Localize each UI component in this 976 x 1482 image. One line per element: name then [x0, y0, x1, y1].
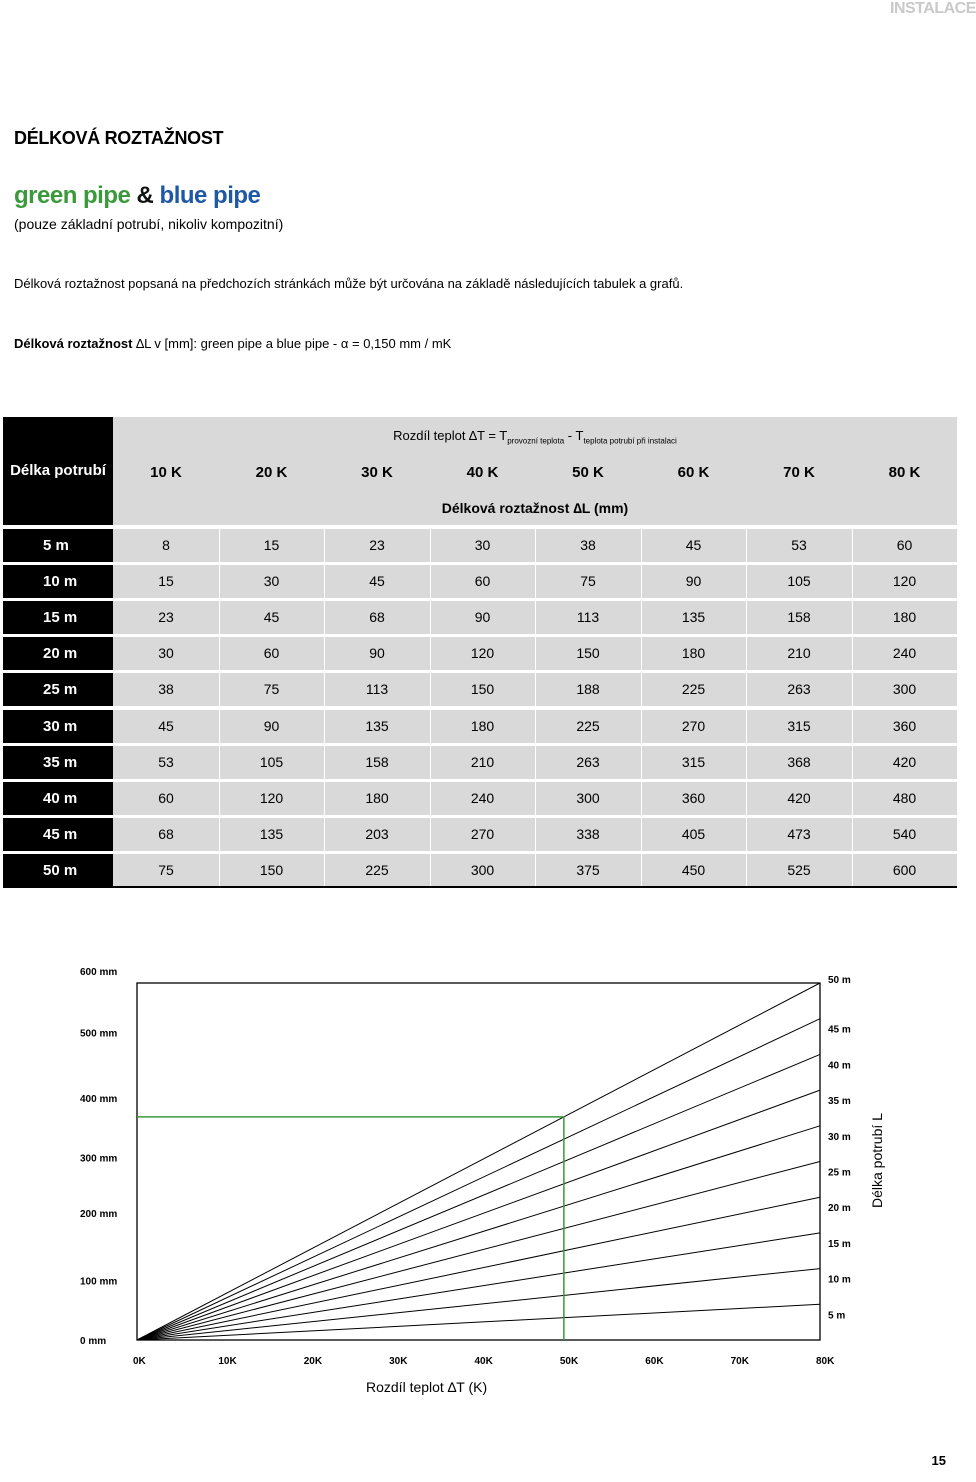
table-cell: 240 [470, 789, 495, 806]
table-cell: 180 [892, 609, 917, 626]
x-tick-label: 30K [389, 1356, 408, 1367]
table-cell: 420 [787, 789, 811, 806]
series-line [137, 1019, 820, 1340]
table-cell: 90 [685, 573, 702, 590]
row-label: 45 m [3, 818, 113, 851]
row-label: 35 m [3, 746, 113, 779]
series-label: 30 m [828, 1131, 851, 1143]
y-tick-label: 400 mm [80, 1094, 118, 1105]
table-cell: 315 [787, 717, 811, 734]
brand-green: green pipe [14, 182, 131, 209]
table-cell: 360 [681, 789, 706, 806]
series-label: 20 m [828, 1203, 851, 1215]
formula-bold: Délková roztažnost [14, 336, 137, 351]
column-separator [641, 529, 642, 886]
table-cell: 30 [474, 537, 491, 553]
x-tick-label: 20K [303, 1356, 323, 1367]
table-cell: 23 [158, 609, 174, 626]
table-cell: 600 [892, 861, 917, 878]
table-cell: 210 [787, 645, 811, 662]
table-cell: 135 [259, 825, 284, 842]
table-cell: 120 [892, 573, 917, 590]
column-separator [430, 529, 431, 886]
brand-blue: blue pipe [159, 182, 261, 209]
table-cell: 120 [470, 645, 495, 662]
series-line [137, 1054, 820, 1340]
row-label: 20 m [3, 637, 113, 670]
series-label: 50 m [828, 975, 851, 986]
table-cell: 473 [787, 825, 811, 842]
table-cell: 45 [263, 609, 280, 626]
row-label: 5 m [3, 529, 113, 562]
series-label: 25 m [828, 1167, 851, 1179]
page-number: 15 [931, 1453, 946, 1468]
table-cell: 225 [365, 861, 389, 878]
series-label: 15 m [828, 1238, 851, 1250]
y-tick-label: 100 mm [80, 1276, 118, 1288]
table-cell: 338 [576, 825, 600, 842]
column-header: 10 K [150, 464, 182, 481]
table-cell: 300 [470, 861, 495, 878]
x-tick-label: 10K [218, 1356, 237, 1367]
table-cell: 105 [259, 753, 284, 770]
table-cell: 150 [470, 681, 495, 698]
column-header: 30 K [361, 464, 393, 481]
table-cell: 150 [259, 861, 284, 878]
temp-diff-sub1: provozní teplota [507, 436, 565, 446]
y-tick-label: 600 mm [80, 967, 118, 978]
row-label: 30 m [3, 710, 113, 743]
table-cell: 60 [896, 537, 913, 553]
table-cell: 225 [681, 681, 706, 698]
table-cell: 38 [158, 681, 174, 698]
y-tick-label: 0 mm [80, 1336, 107, 1347]
table-cell: 150 [576, 645, 600, 662]
table-cell: 158 [365, 753, 389, 770]
y-tick-label: 300 mm [80, 1153, 118, 1165]
table-cell: 210 [470, 753, 495, 770]
series-line [137, 1090, 820, 1340]
table-bottom-rule [3, 886, 957, 888]
series-label: 5 m [828, 1310, 846, 1322]
column-header: 20 K [255, 464, 288, 481]
table-cell: 188 [576, 681, 600, 698]
temp-diff-mid: - T [564, 428, 584, 443]
table-cell: 15 [263, 537, 280, 553]
table-cell: 360 [892, 717, 917, 734]
table-cell: 270 [681, 717, 706, 734]
table-cell: 113 [576, 609, 600, 626]
series-line [137, 1304, 820, 1340]
temp-diff-main: Rozdíl teplot ∆T = T [393, 428, 508, 443]
table-cell: 368 [787, 753, 811, 770]
table-cell: 60 [474, 573, 491, 590]
x-tick-label: 0K [133, 1356, 146, 1367]
table-cell: 8 [162, 537, 170, 553]
table-cell: 480 [892, 789, 917, 806]
formula-value: = 0,150 mm / mK [348, 336, 452, 351]
table-cell: 45 [369, 573, 385, 590]
x-tick-label: 60K [645, 1356, 664, 1367]
table-cell: 300 [576, 789, 600, 806]
series-label: 35 m [828, 1096, 851, 1108]
table-cell: 68 [369, 609, 385, 626]
table-cell: 180 [365, 789, 389, 806]
section-tag: INSTALACE [890, 0, 976, 17]
x-tick-label: 70K [730, 1356, 749, 1367]
page-heading: DÉLKOVÁ ROZTAŽNOST [14, 128, 224, 148]
table-cell: 68 [158, 825, 174, 842]
column-header: 80 K [888, 464, 921, 481]
table-cell: 15 [158, 573, 174, 590]
series-line [137, 1197, 820, 1340]
formula [14, 336, 451, 351]
table-cell: 60 [263, 645, 280, 662]
table-cell: 45 [685, 537, 702, 553]
table-cell: 158 [787, 609, 811, 626]
table-cell: 30 [263, 573, 280, 590]
table-cell: 135 [365, 717, 389, 734]
table-cell: 203 [365, 825, 389, 842]
table-cell: 240 [892, 645, 917, 662]
column-header: 50 K [572, 464, 604, 481]
table-cell: 180 [470, 717, 495, 734]
column-separator [219, 529, 220, 886]
formula-rest: L v [mm]: green pipe a blue pipe - [144, 336, 341, 351]
column-header: 60 K [677, 464, 710, 481]
table-cell: 540 [892, 825, 917, 842]
temp-diff-sub2: teplota potrubí při instalaci [583, 436, 677, 446]
table-cell: 90 [263, 717, 280, 734]
series-line [137, 1126, 820, 1340]
table-cell: 113 [365, 681, 389, 698]
table-cell: 315 [681, 753, 706, 770]
table-cell: 263 [787, 681, 811, 698]
table-cell: 300 [892, 681, 917, 698]
row-label: 40 m [3, 782, 113, 815]
y-tick-label: 500 mm [80, 1028, 118, 1040]
brand-amp: & [136, 182, 154, 209]
y-axis-label: Délka potrubí L [869, 1113, 885, 1208]
expansion-chart [0, 960, 960, 1400]
table-cell: 450 [681, 861, 706, 878]
subtitle: (pouze základní potrubí, nikoliv kompozitní) [14, 216, 284, 232]
table-cell: 75 [158, 861, 174, 878]
row-label: 50 m [3, 854, 113, 887]
column-header: 40 K [466, 464, 499, 481]
series-label: 45 m [828, 1024, 851, 1036]
formula-delta: ∆ [136, 336, 145, 351]
x-axis-label: Rozdíl teplot ∆T (K) [366, 1379, 488, 1395]
column-separator [535, 529, 536, 886]
table-cell: 180 [681, 645, 706, 662]
table-cell: 90 [369, 645, 385, 662]
table-cell: 45 [158, 717, 174, 734]
row-label: 10 m [3, 565, 113, 598]
table-cell: 420 [892, 753, 917, 770]
row-label: 25 m [3, 673, 113, 706]
column-separator [324, 529, 325, 886]
temp-diff-label [113, 428, 957, 446]
table-cell: 75 [580, 573, 596, 590]
table-cell: 120 [259, 789, 284, 806]
formula-alpha: α [340, 336, 349, 351]
series-label: 40 m [828, 1060, 851, 1072]
table-cell: 225 [576, 717, 600, 734]
table-cell: 30 [158, 645, 174, 662]
row-label: 15 m [3, 601, 113, 634]
x-tick-label: 50K [559, 1356, 579, 1367]
table-cell: 105 [787, 573, 811, 590]
intro-text: Délková roztažnost popsaná na předchozích stránkách může být určována na základě následujících tabulek a grafů. [14, 276, 684, 291]
table-cell: 270 [470, 825, 495, 842]
table-cell: 90 [474, 609, 491, 626]
table-cell: 38 [580, 537, 596, 553]
series-line [137, 1269, 820, 1340]
table-cell: 405 [681, 825, 706, 842]
column-header: 70 K [783, 464, 815, 481]
table-cell: 75 [263, 681, 280, 698]
column-separator [746, 529, 747, 886]
y-tick-label: 200 mm [80, 1209, 118, 1220]
expansion-label: Délková roztažnost ∆L (mm) [441, 500, 629, 516]
x-tick-label: 40K [474, 1356, 493, 1367]
table-cell: 23 [369, 537, 385, 553]
table-cell: 53 [791, 537, 807, 553]
chart-svg [0, 960, 960, 1400]
series-label: 10 m [828, 1274, 851, 1286]
table-cell: 263 [576, 753, 600, 770]
table-cell: 375 [576, 861, 600, 878]
table-cell: 53 [158, 753, 174, 770]
series-line [137, 1162, 820, 1341]
column-separator [852, 529, 853, 886]
table-cell: 135 [681, 609, 706, 626]
brand-title [14, 182, 260, 210]
table-cell: 60 [158, 789, 174, 806]
row-header-label: Délka potrubí [10, 462, 106, 479]
table-cell: 525 [787, 861, 811, 878]
x-tick-label: 80K [816, 1356, 835, 1367]
